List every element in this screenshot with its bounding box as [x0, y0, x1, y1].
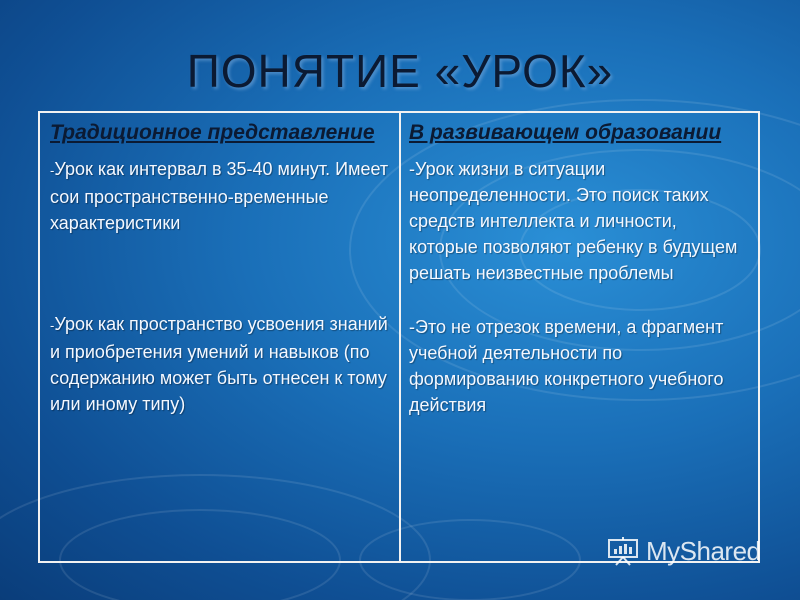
- list-item: -Это не отрезок времени, а фрагмент учебной деятельности по формированию конкретного учебного действия: [409, 317, 724, 415]
- comparison-table: [38, 111, 760, 563]
- presentation-board-icon: [606, 537, 640, 567]
- slide-title: ПОНЯТИЕ «УРОК»: [186, 45, 614, 97]
- column-heading-developing: В развивающем образовании: [409, 121, 722, 144]
- watermark-text: MyShared: [646, 536, 761, 566]
- column-heading-traditional: Традиционное представление: [50, 121, 375, 144]
- list-item: -Урок как пространство усвоения знаний и приобретения умений и навыков (по содержанию может быть отнесен к тому или иному типу): [50, 314, 388, 414]
- column-developing: [401, 113, 758, 561]
- list-item: -Урок жизни в ситуации неопределенности. Это поиск таких средств интеллекта и личности, которые позволяют ребенку в будущем решать неизвестные проблемы: [409, 159, 738, 283]
- watermark: [606, 536, 761, 567]
- list-item: -Урок как интервал в 35-40 минут. Имеет сои пространственно-временные характеристики: [50, 159, 389, 233]
- column-traditional: [40, 113, 401, 561]
